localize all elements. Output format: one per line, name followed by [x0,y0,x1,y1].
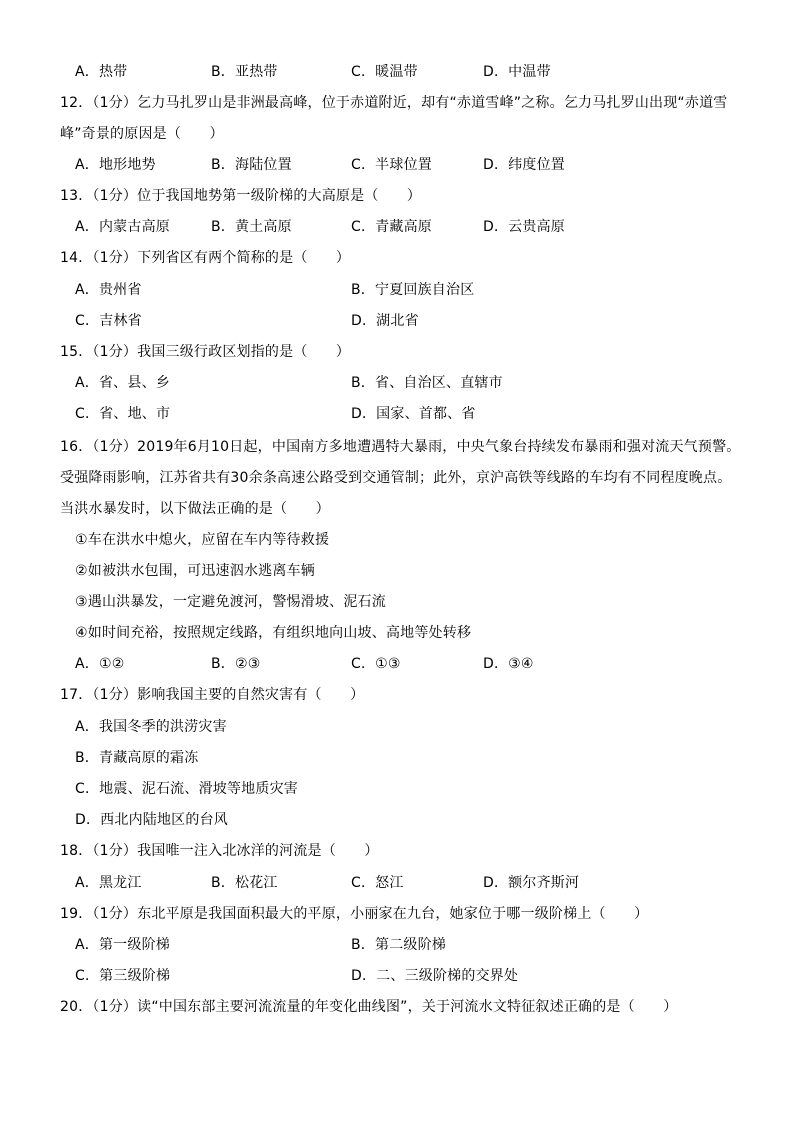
q13-option-b[interactable]: B．黄土高原 [211,219,292,235]
q11-option-a[interactable]: A．热带 [75,64,128,80]
q17-option-b[interactable]: B．青藏高原的霜冻 [75,750,199,766]
q12-stem: 12．（1分）乞力马扎罗山是非洲最高峰，位于赤道附近，却有“赤道雪峰”之称。乞力马扎罗山出现“赤道雪峰”奇景的原因是（ ） [60,95,728,142]
q16-statement-1: ①车在洪水中熄火，应留在车内等待救援 [75,532,330,548]
q16-option-b[interactable]: B．②③ [211,656,261,672]
q16-option-c[interactable]: C．①③ [351,656,401,672]
q16-statement-3: ③遇山洪暴发，一定避免渡河，警惕滑坡、泥石流 [75,594,386,610]
q12-options [75,150,745,181]
q20-stem: 20．（1分）读“中国东部主要河流流量的年变化曲线图”，关于河流水文特征叙述正确的是（ ） [60,999,678,1015]
q12-option-c[interactable]: C．半球位置 [351,157,432,173]
q11-option-d[interactable]: D．中温带 [483,64,551,80]
q19-option-b[interactable]: B．第二级阶梯 [351,937,447,953]
q14-option-d[interactable]: D．湖北省 [351,313,419,329]
q15-option-d[interactable]: D．国家、首都、省 [351,406,476,422]
q13-option-a[interactable]: A．内蒙古高原 [75,219,170,235]
q17-option-d[interactable]: D．西北内陆地区的台风 [75,812,228,828]
q11-options [75,57,745,88]
q16-statement-4: ④如时间充裕，按照规定线路，有组织地向山坡、高地等处转移 [75,625,472,641]
q14-option-b[interactable]: B．宁夏回族自治区 [351,282,475,298]
q13-option-d[interactable]: D．云贵高原 [483,219,565,235]
q15-option-a[interactable]: A．省、县、乡 [75,375,170,391]
q19-option-a[interactable]: A．第一级阶梯 [75,937,170,953]
q19-option-d[interactable]: D．二、三级阶梯的交界处 [351,968,519,984]
q19-options-row1 [75,930,745,961]
q17-option-a[interactable]: A．我国冬季的洪涝灾害 [75,719,227,735]
q18-option-b[interactable]: B．松花江 [211,875,278,891]
q14-stem: 14．（1分）下列省区有两个简称的是（ ） [60,250,351,266]
q11-option-c[interactable]: C．暖温带 [351,64,418,80]
q15-options-row2 [75,399,745,430]
q19-options-row2 [75,961,745,992]
q18-option-a[interactable]: A．黑龙江 [75,875,142,891]
q18-options [75,868,745,899]
q16-statement-2: ②如被洪水包围，可迅速泅水逃离车辆 [75,563,315,579]
q13-options [75,212,745,243]
q16-stem: 16．（1分）2019年6月10日起，中国南方多地遭遇特大暴雨，中央气象台持续发布暴雨和强对流天气预警。受强降雨影响，江苏省共有30余条高速公路受到交通管制；此外，京沪高铁等线路的车均有不同程度晚点。当洪水暴发时，以下做法正确的是（ ） [60,439,741,517]
q14-options-row2 [75,306,745,337]
q19-option-c[interactable]: C．第三级阶梯 [75,968,171,984]
q18-option-d[interactable]: D．额尔齐斯河 [483,875,580,891]
q17-stem: 17．（1分）影响我国主要的自然灾害有（ ） [60,687,365,703]
q16-option-d[interactable]: D．③④ [483,656,534,672]
q17-option-c[interactable]: C．地震、泥石流、滑坡等地质灾害 [75,781,298,797]
q14-option-c[interactable]: C．吉林省 [75,313,142,329]
q15-stem: 15．（1分）我国三级行政区划指的是（ ） [60,344,351,360]
q14-option-a[interactable]: A．贵州省 [75,282,142,298]
q15-option-b[interactable]: B．省、自治区、直辖市 [351,375,503,391]
q13-stem: 13．（1分）位于我国地势第一级阶梯的大高原是（ ） [60,188,422,204]
q15-option-c[interactable]: C．省、地、市 [75,406,171,422]
q16-option-a[interactable]: A．①② [75,656,125,672]
q16-options [75,649,745,680]
q19-stem: 19．（1分）东北平原是我国面积最大的平原，小丽家在九台，她家位于哪一级阶梯上（ ） [60,906,649,922]
q12-option-a[interactable]: A．地形地势 [75,157,156,173]
q12-option-b[interactable]: B．海陆位置 [211,157,292,173]
q18-option-c[interactable]: C．怒江 [351,875,404,891]
q14-options-row1 [75,275,745,306]
q15-options-row1 [75,368,745,399]
q12-option-d[interactable]: D．纬度位置 [483,157,565,173]
q13-option-c[interactable]: C．青藏高原 [351,219,432,235]
q18-stem: 18．（1分）我国唯一注入北冰洋的河流是（ ） [60,843,379,859]
q11-option-b[interactable]: B．亚热带 [211,64,278,80]
